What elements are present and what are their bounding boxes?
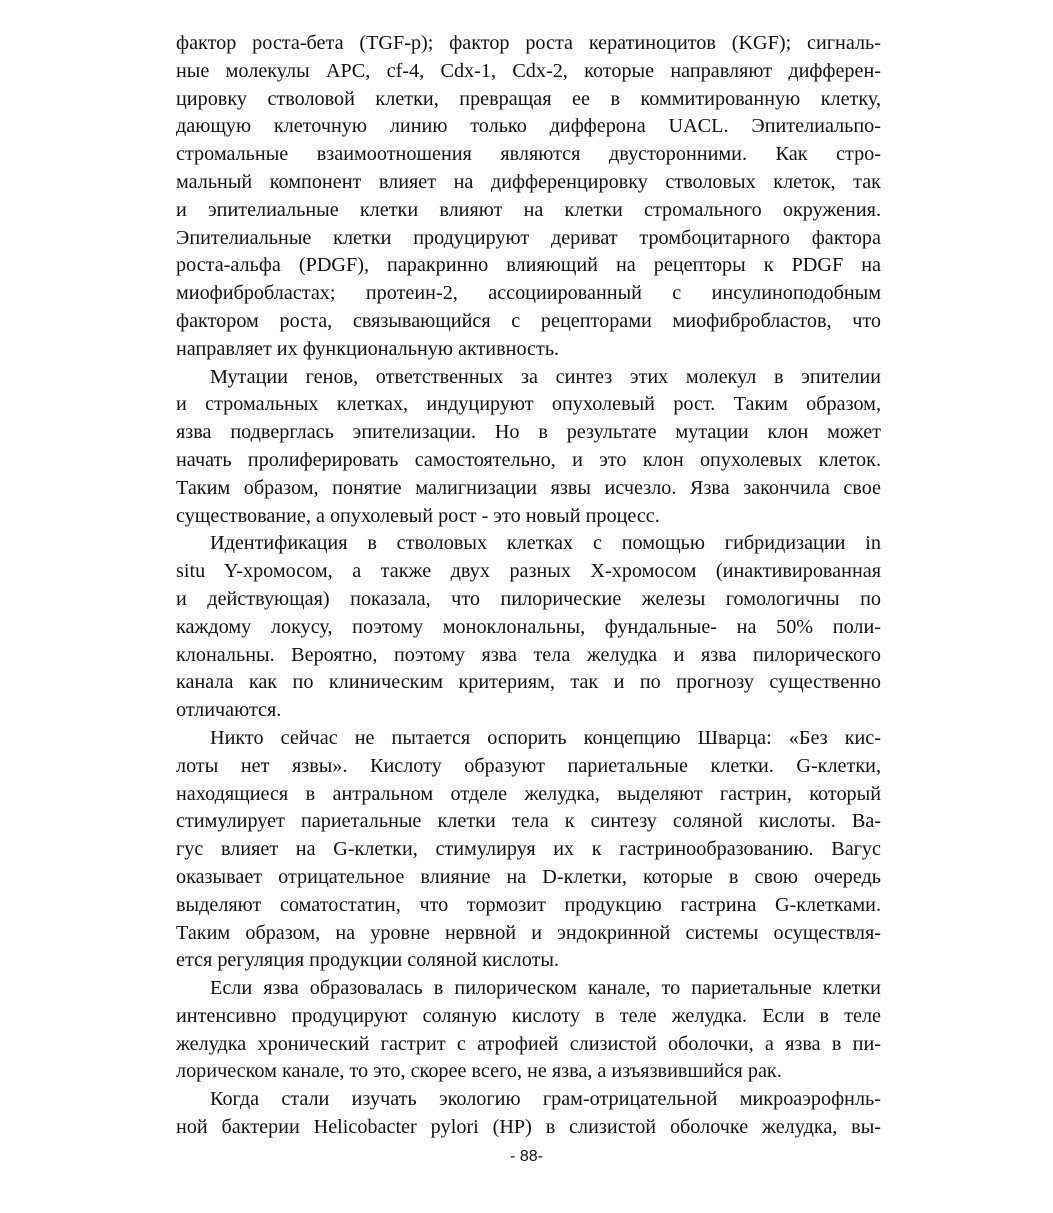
text-line: лорическом канале, то это, скорее всего, не язва, а изъязвившийся рак.	[176, 1060, 782, 1083]
text-line: Эпителиальные клетки продуцируют дериват тромбоцитарного фактора	[176, 226, 881, 249]
text-line: Когда стали изучать экологию грам-отрицательной микроаэрофнль-	[210, 1088, 881, 1111]
text-line: начать пролиферировать самостоятельно, и это клон опухолевых клеток.	[176, 448, 881, 471]
text-line: Идентификация в стволовых клетках с помощью гибридизации in	[210, 532, 881, 555]
text-line: лоты нет язвы». Кислоту образуют париетальные клетки. G-клетки,	[176, 754, 881, 777]
text-line: и стромальных клетках, индуцируют опухолевый рост. Таким образом,	[176, 393, 881, 416]
text-line: канала как по клиническим критериям, так и по прогнозу существенно	[176, 671, 881, 694]
paragraph	[176, 1086, 881, 1142]
text-line: выделяют соматостатин, что тормозит продукцию гастрина G-клетками.	[176, 893, 881, 916]
paragraph	[176, 364, 881, 531]
text-line: отличаются.	[176, 699, 282, 722]
paragraph	[176, 530, 881, 725]
text-line: стромальные взаимоотношения являются двусторонними. Как стро-	[176, 143, 881, 166]
text-line: клональны. Вероятно, поэтому язва тела желудка и язва пилорического	[176, 643, 881, 666]
text-line: ной бактерии Helicobacter pylori (HP) в слизистой оболочке желудка, вы-	[176, 1116, 881, 1139]
text-line: интенсивно продуцируют соляную кислоту в теле желудка. Если в теле	[176, 1004, 881, 1027]
text-line: находящиеся в антральном отделе желудка, выделяют гастрин, который	[176, 782, 881, 805]
text-line: стимулирует париетальные клетки тела к синтезу соляной кислоты. Ва-	[176, 810, 881, 833]
text-line: и эпителиальные клетки влияют на клетки стромального окружения.	[176, 198, 881, 221]
paragraph	[176, 30, 881, 364]
text-line: и действующая) показала, что пилорические железы гомологичны по	[176, 587, 881, 610]
paragraph	[176, 725, 881, 975]
text-line: миофибробластах; протеин-2, ассоциированный с инсулиноподобным	[176, 282, 881, 305]
paragraph	[176, 975, 881, 1086]
text-line: роста-альфа (PDGF), паракринно влияющий на рецепторы к PDGF на	[176, 254, 881, 277]
text-line: Мутации генов, ответственных за синтез этих молекул в эпителии	[210, 365, 881, 388]
text-line: Если язва образовалась в пилорическом канале, то париетальные клетки	[210, 977, 881, 1000]
text-line: фактор роста-бета (TGF-р); фактор роста кератиноцитов (KGF); сигналь-	[176, 32, 881, 54]
text-line: Никто сейчас не пытается оспорить концепцию Шварца: «Без кис-	[210, 726, 881, 749]
text-line: цировку стволовой клетки, превращая ее в коммитированную клетку,	[176, 87, 881, 110]
page-number: - 88-	[510, 1148, 543, 1165]
text-line: направляет их функциональную активность.	[176, 337, 560, 360]
text-line: желудка хронический гастрит с атрофией слизистой оболочки, а язва в пи-	[176, 1032, 881, 1055]
text-line: Таким образом, понятие малигнизации язвы исчезло. Язва закончила свое	[176, 476, 881, 499]
page-body	[176, 30, 881, 1142]
text-line: дающую клеточную линию только дифферона UACL. Эпителиальпо-	[176, 115, 881, 138]
text-line: существование, а опухолевый рост - это новый процесс.	[176, 504, 660, 527]
text-line: оказывает отрицательное влияние на D-клетки, которые в свою очередь	[176, 865, 881, 888]
text-line: situ Y-хромосом, а также двух разных Х-хромосом (инактивированная	[176, 560, 881, 583]
text-line: ные молекулы APC, cf-4, Cdx-1, Cdx-2, которые направляют дифферен-	[176, 59, 881, 82]
text-line: ется регуляция продукции соляной кислоты.	[176, 949, 559, 972]
text-line: язва подверглась эпителизации. Но в результате мутации клон может	[176, 421, 881, 444]
text-line: каждому локусу, поэтому моноклональны, фундальные- на 50% поли-	[176, 615, 881, 638]
text-line: фактором роста, связывающийся с рецепторами миофибробластов, что	[176, 309, 881, 332]
text-line: мальный компонент влияет на дифференцировку стволовых клеток, так	[176, 170, 881, 193]
text-line: гус влияет на G-клетки, стимулируя их к гастринообразованию. Вагус	[176, 838, 881, 861]
text-line: Таким образом, на уровне нервной и эндокринной системы осуществля-	[176, 921, 881, 944]
